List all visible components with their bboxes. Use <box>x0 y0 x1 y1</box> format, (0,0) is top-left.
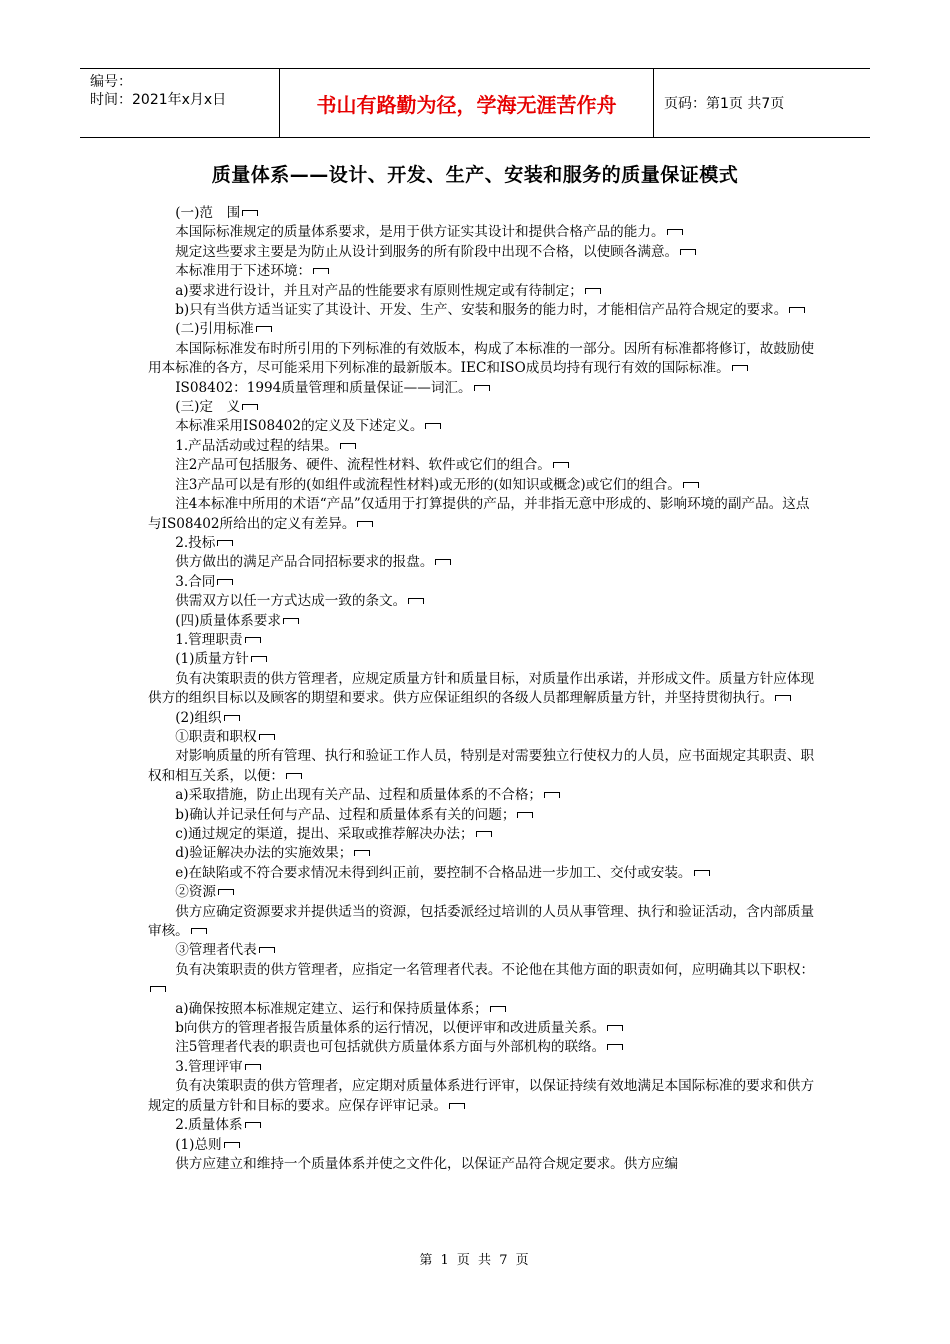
list-item: d)验证解决办法的实施效果； <box>148 844 816 863</box>
paragraph-mark-icon <box>245 1122 261 1128</box>
paragraph-mark-icon <box>259 734 275 740</box>
section-heading: (三)定 义 <box>148 398 816 417</box>
paragraph-mark-icon <box>256 326 272 332</box>
header-meta <box>80 69 280 137</box>
subheading: 2.质量体系 <box>148 1116 816 1135</box>
header-motto: 书山有路勤为径，学海无涯苦作舟 <box>280 69 654 137</box>
paragraph: 本国际标准发布时所引用的下列标准的有效版本，构成了本标准的一部分。因所有标准都将修订，故鼓励使用本标准的各方，尽可能采用下列标准的最新版本。IEC和ISO成员均持有现行有效的国际标准。 <box>148 340 815 377</box>
list-item: a)确保按照本标准规定建立、运行和保持质量体系； <box>148 1000 816 1019</box>
paragraph-mark-icon <box>789 307 805 313</box>
paragraph: 供需双方以任一方式达成一致的条文。 <box>148 592 816 611</box>
paragraph: 负有决策职责的供方管理者，应定期对质量体系进行评审，以保证持续有效地满足本国际标准的要求和供方规定的质量方针和目标的要求。应保存评审记录。 <box>148 1078 815 1114</box>
paragraph-mark-icon <box>553 462 569 468</box>
paragraph-mark-icon <box>259 947 275 953</box>
paragraph: 供方做出的满足产品合同招标要求的报盘。 <box>148 553 816 572</box>
list-item: b向供方的管理者报告质量体系的运行情况，以便评审和改进质量关系。 <box>148 1019 816 1038</box>
paragraph-mark-icon <box>286 773 302 779</box>
paragraph: 供方应确定资源要求并提供适当的资源，包括委派经过培训的人员从事管理、执行和验证活动，含内部质量审核。 <box>148 903 815 940</box>
paragraph: 负有决策职责的供方管理者，应规定质量方针和质量目标，对质量作出承诺，并形成文件。质量方针应体现供方的组织目标以及顾客的期望和要求。供方应保证组织的各级人员都理解质量方针，并坚持贯彻执行。 <box>148 670 815 707</box>
note: 注3产品可以是有形的(如组件或流程性材料)或无形的(如知识或概念)或它们的组合。 <box>148 476 816 495</box>
paragraph-mark-icon <box>313 268 329 274</box>
note: 注5管理者代表的职责也可包括就供方质量体系方面与外部机构的联络。 <box>148 1038 816 1057</box>
paragraph-mark-icon <box>218 889 234 895</box>
paragraph-mark-icon <box>449 1103 465 1109</box>
paragraph: 本标准用于下述环境： <box>148 262 816 281</box>
paragraph: 对影响质量的所有管理、执行和验证工作人员，特别是对需要独立行使权力的人员，应书面规定其职责、职权和相互关系，以便： <box>148 748 815 784</box>
document-title: 质量体系——设计、开发、生产、安装和服务的质量保证模式 <box>211 164 739 186</box>
paragraph-mark-icon <box>490 1006 506 1012</box>
paragraph-mark-icon <box>217 540 233 546</box>
list-item: e)在缺陷或不符合要求情况未得到纠正前，要控制不合格品进一步加工、交付或安装。 <box>148 864 816 883</box>
subheading: 1.管理职责 <box>148 631 816 650</box>
paragraph-mark-icon <box>694 870 710 876</box>
document-body <box>148 204 816 1174</box>
paragraph-mark-icon <box>245 1064 261 1070</box>
paragraph-mark-icon <box>680 249 696 255</box>
paragraph-mark-icon <box>224 1142 240 1148</box>
paragraph-mark-icon <box>357 521 373 527</box>
paragraph-mark-icon <box>224 715 240 721</box>
note: 注2产品可包括服务、硬件、流程性材料、软件或它们的组合。 <box>148 456 816 475</box>
paragraph-mark-icon <box>340 443 356 449</box>
section-heading: (二)引用标准 <box>148 320 816 339</box>
subheading: (1)质量方针 <box>148 650 816 669</box>
paragraph-mark-icon <box>474 385 490 391</box>
paragraph: 负有决策职责的供方管理者，应指定一名管理者代表。不论他在其他方面的职责如何，应明确其以下职权： <box>148 961 816 1000</box>
list-item: a)要求进行设计，并且对产品的性能要求有原则性规定或有待制定； <box>148 282 816 301</box>
subheading: (1)总则 <box>148 1136 816 1155</box>
subheading: 3.合同 <box>148 573 816 592</box>
paragraph-mark-icon <box>476 831 492 837</box>
paragraph-mark-icon <box>425 423 441 429</box>
note: 注4本标准中所用的术语“产品”仅适用于打算提供的产品，并非指无意中形成的、影响环境的副产品。这点与IS08402所给出的定义有差异。 <box>148 496 810 532</box>
code-label: 编号： <box>90 74 132 90</box>
paragraph-mark-icon <box>251 656 267 662</box>
list-item: b)确认并记录任何与产品、过程和质量体系有关的问题； <box>148 806 816 825</box>
paragraph-mark-icon <box>544 792 560 798</box>
paragraph-mark-icon <box>667 229 683 235</box>
paragraph: 规定这些要求主要是为防止从设计到服务的所有阶段中出现不合格，以使顾各满意。 <box>148 243 816 262</box>
section-heading: (四)质量体系要求 <box>148 612 816 631</box>
paragraph-mark-icon <box>245 637 261 643</box>
list-item: c)通过规定的渠道，提出、采取或推荐解决办法； <box>148 825 816 844</box>
paragraph: 1.产品活动或过程的结果。 <box>148 437 816 456</box>
subheading: 3.管理评审 <box>148 1058 816 1077</box>
paragraph: 本标准采用IS08402的定义及下述定义。 <box>148 417 816 436</box>
paragraph-mark-icon <box>607 1025 623 1031</box>
paragraph-mark-icon <box>775 695 791 701</box>
document-header <box>80 68 870 138</box>
paragraph-mark-icon <box>683 482 699 488</box>
subheading: 2.投标 <box>148 534 816 553</box>
paragraph-mark-icon <box>150 986 166 992</box>
paragraph: 供方应建立和维持一个质量体系并使之文件化，以保证产品符合规定要求。供方应编 <box>175 1155 679 1172</box>
paragraph-mark-icon <box>217 579 233 585</box>
paragraph-mark-icon <box>517 812 533 818</box>
list-item: b)只有当供方适当证实了其设计、开发、生产、安装和服务的能力时，才能相信产品符合规定的要求。 <box>148 301 816 320</box>
section-heading: (一)范 围 <box>148 204 816 223</box>
paragraph-mark-icon <box>242 210 258 216</box>
subheading: ②资源 <box>148 883 816 902</box>
paragraph-mark-icon <box>242 404 258 410</box>
subheading: (2)组织 <box>148 709 816 728</box>
paragraph-mark-icon <box>283 618 299 624</box>
paragraph-mark-icon <box>585 288 601 294</box>
header-page-info: 页码：第1页 共7页 <box>664 96 785 112</box>
paragraph-mark-icon <box>435 559 451 565</box>
subheading: ①职责和职权 <box>148 728 816 747</box>
paragraph-mark-icon <box>191 928 207 934</box>
time-label: 时间：2021年x月x日 <box>90 92 227 108</box>
paragraph-mark-icon <box>354 850 370 856</box>
paragraph: IS08402：1994质量管理和质量保证——词汇。 <box>148 379 816 398</box>
paragraph-mark-icon <box>408 598 424 604</box>
list-item: a)采取措施，防止出现有关产品、过程和质量体系的不合格； <box>148 786 816 805</box>
paragraph-mark-icon <box>607 1044 623 1050</box>
paragraph-mark-icon <box>732 365 748 371</box>
paragraph: 本国际标准规定的质量体系要求，是用于供方证实其设计和提供合格产品的能力。 <box>148 223 816 242</box>
subheading: ③管理者代表 <box>148 941 816 960</box>
page-footer: 第 1 页 共 7 页 <box>419 1253 531 1268</box>
